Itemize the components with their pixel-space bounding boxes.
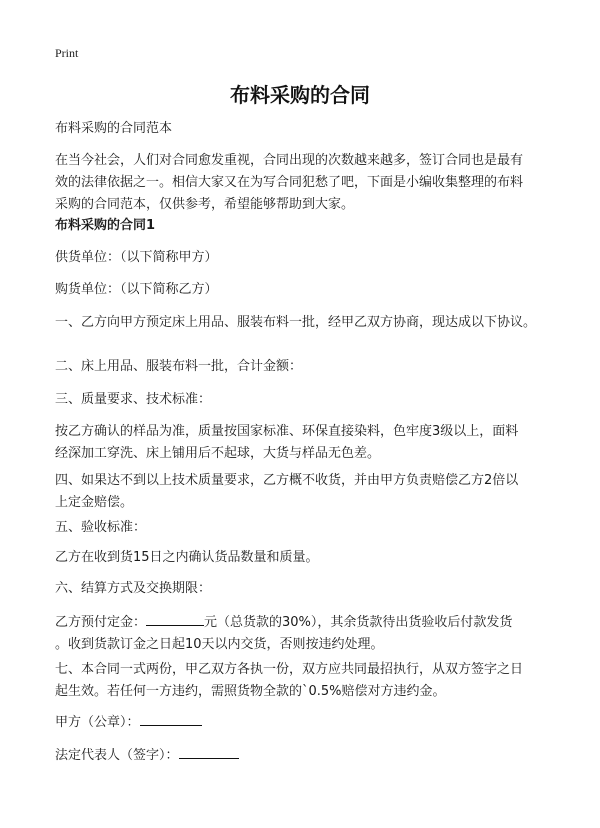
deposit-label: 乙方预付定金： (55, 615, 147, 630)
document-subtitle: 布料采购的合同范本 (55, 121, 173, 136)
clause-3-heading: 三、质量要求、技术标准： (55, 392, 212, 407)
party-a-label: 甲方（公章）： (55, 715, 140, 730)
clause-1: 一、乙方向甲方预定床上用品、服装布料一批，经甲乙双方协商，现达成以下协议。 (55, 315, 537, 330)
legal-rep-label: 法定代表人（签字）： (55, 748, 179, 763)
clause-7-line: 起生效。若任何一方违约，需照货物全款的`0.5%赔偿对方违约金。 (55, 684, 446, 699)
clause-6-body (55, 611, 547, 656)
document-title: 布料采购的合同 (230, 83, 370, 107)
supplier-line: 供货单位：（以下简称甲方） (55, 250, 218, 265)
clause-5-heading: 五、验收标准： (55, 520, 147, 535)
clause-4 (55, 470, 547, 514)
clause-3-line: 按乙方确认的样品为准，质量按国家标准、环保直接染料，色牢度3级以上，面料 (55, 424, 519, 439)
clause-2: 二、床上用品、服装布料一批，合计金额： (55, 359, 303, 374)
party-a-signature (55, 711, 547, 734)
legal-rep-signature (55, 744, 547, 767)
clause-7 (55, 659, 547, 703)
print-link[interactable]: Print (55, 46, 79, 60)
deposit-blank[interactable] (146, 611, 204, 626)
intro-line: 采购的合同范本，仅供参考，希望能够帮助到大家。 (55, 197, 355, 212)
clause-6-heading: 六、结算方式及交换期限： (55, 581, 212, 596)
clause-7-line: 七、本合同一式两份，甲乙双方各执一份，双方应共同最招执行，从双方签字之日 (55, 662, 524, 677)
clause-6-line (55, 611, 547, 634)
legal-rep-blank[interactable] (179, 744, 239, 759)
intro-line: 效的法律依据之一。相信大家又在为写合同犯愁了吧，下面是小编收集整理的布料 (55, 175, 524, 190)
party-a-blank[interactable] (140, 711, 202, 726)
clause-3-body (55, 421, 547, 465)
intro-line: 在当今社会，人们对合同愈发重视，合同出现的次数越来越多，签订合同也是最有 (55, 153, 524, 168)
clause-4-line: 上定金赔偿。 (55, 495, 134, 510)
deposit-terms: 元（总货款的30%），其余货款待出货验收后付款发货 (204, 615, 513, 630)
clause-6-line: 。收到货款订金之日起10天以内交货，否则按违约处理。 (55, 637, 384, 652)
intro-paragraph (55, 150, 547, 216)
buyer-line: 购货单位：（以下简称乙方） (55, 282, 218, 297)
clause-4-line: 四、如果达不到以上技术质量要求，乙方概不收货，并由甲方负责赔偿乙方2倍以 (55, 473, 519, 488)
section-heading: 布料采购的合同1 (55, 218, 156, 233)
clause-5-body: 乙方在收到货15日之内确认货品数量和质量。 (55, 550, 319, 565)
clause-3-line: 经深加工穿洗、床上铺用后不起球，大货与样品无色差。 (55, 446, 381, 461)
